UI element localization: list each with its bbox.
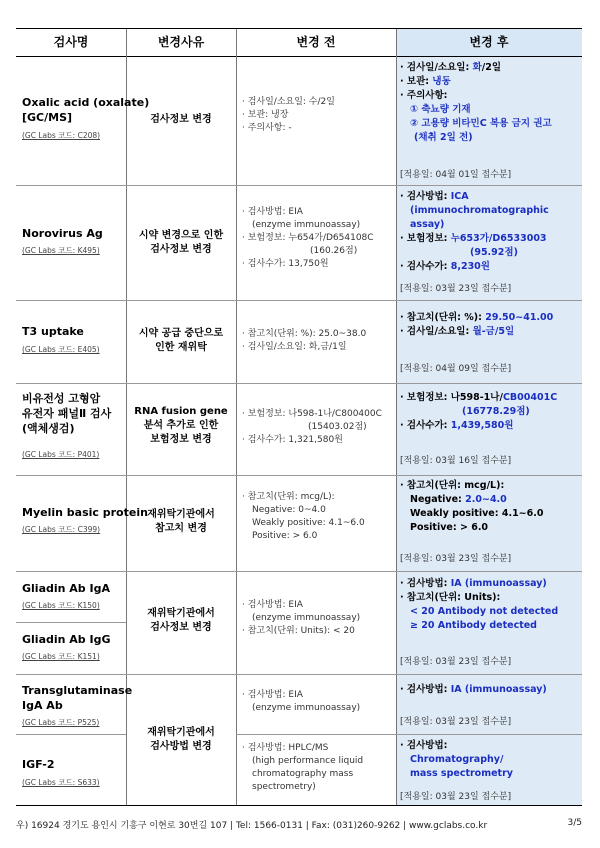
test-code: (GC Labs 코드: P401) — [22, 450, 100, 459]
row-divider — [16, 674, 582, 675]
test-code: (GC Labs 코드: P525) — [22, 718, 100, 727]
change-reason: 검사정보 변경 — [150, 114, 212, 125]
page-footer — [16, 818, 582, 831]
page-number: 3/5 — [567, 818, 582, 828]
header-before: 변경 전 — [296, 35, 336, 49]
apply-date: [적용일: 03월 23일 접수분] — [400, 284, 512, 294]
test-code: (GC Labs 코드: S633) — [22, 778, 100, 787]
before-info: · 보험정보: 나598-1나/C800400C (15403.02점) · 검사수가: 1,321,580원 — [242, 409, 382, 445]
after-info: · 검사일/소요일: 화/2일 · 보관: 냉동 · 주의사항: ① 축뇨량 기재 ② 고용량 비타민C 복용 금지 권고 (채취 2일 전) — [400, 62, 552, 143]
test-name-oxalic: Oxalic acid (oxalate) [GC/MS] — [22, 96, 150, 124]
apply-date: [적용일: 03월 16일 접수분] — [400, 456, 512, 466]
after-info: · 검사방법: Chromatography/ mass spectrometry — [400, 740, 513, 779]
apply-date: [적용일: 03월 23일 접수분] — [400, 554, 512, 564]
change-reason: 시약 공급 중단으로 인한 재위탁 — [138, 328, 224, 353]
row-divider — [16, 571, 582, 572]
row-divider — [16, 185, 582, 186]
test-name-igf2: IGF-2 — [22, 758, 55, 771]
after-info: · 검사방법: IA (immunoassay) — [400, 684, 547, 695]
test-code: (GC Labs 코드: C399) — [22, 525, 101, 534]
before-info: · 참고치(단위: mcg/L): Negative: 0~4.0 Weakly positive: 4.1~6.0 Positive: > 6.0 — [242, 492, 365, 541]
before-info: · 참고치(단위: %): 25.0~38.0 · 검사일/소요일: 화,금/1일 — [242, 329, 367, 352]
row-divider — [16, 622, 126, 623]
apply-date: [적용일: 03월 23일 접수분] — [400, 717, 512, 727]
before-info: · 검사방법: EIA (enzyme immunoassay) · 보험정보: 누654가/D654108C (160.26점) · 검사수가: 13,750원 — [242, 207, 374, 269]
test-code: (GC Labs 코드: E405) — [22, 345, 100, 354]
test-name-t3: T3 uptake — [22, 325, 84, 338]
change-reason: 재위탁기관에서 검사방법 변경 — [147, 727, 215, 752]
change-reason: 시약 변경으로 인한 검사정보 변경 — [138, 230, 224, 255]
header-test-name: 검사명 — [53, 35, 89, 49]
table-header — [16, 29, 582, 57]
row-divider — [16, 475, 582, 476]
test-name-myelin: Myelin basic protein — [22, 506, 148, 519]
column-divider — [236, 29, 237, 805]
after-info: · 참고치(단위: %): 29.50~41.00 · 검사일/소요일: 월-금/5일 — [400, 312, 554, 337]
test-code: (GC Labs 코드: K151) — [22, 652, 100, 661]
change-reason: 재위탁기관에서 참고치 변경 — [147, 509, 215, 534]
test-name-gliadin-igg: Gliadin Ab IgG — [22, 633, 111, 646]
apply-date: [적용일: 04월 01일 접수분] — [400, 170, 512, 180]
header-after: 변경 후 — [396, 29, 582, 56]
test-code: (GC Labs 코드: K495) — [22, 246, 100, 255]
row-divider — [16, 300, 582, 301]
apply-date: [적용일: 03월 23일 접수분] — [400, 792, 512, 802]
change-table — [16, 28, 582, 806]
before-info: · 검사방법: EIA (enzyme immunoassay) · 참고치(단위: Units): < 20 — [242, 600, 361, 636]
before-info: · 검사방법: EIA (enzyme immunoassay) — [242, 690, 361, 713]
test-name-transglutaminase: Transglutaminase IgA Ab — [22, 684, 133, 712]
test-code: (GC Labs 코드: K150) — [22, 601, 100, 610]
after-info: · 보험정보: 나598-1나/CB00401C (16778.29점) · 검사수가: 1,439,580원 — [400, 392, 558, 431]
footer-address: 우) 16924 경기도 용인시 기흥구 이현로 30번길 107 | Tel: 1566-0131 | Fax: (031)260-9262 | www.gclabs.co.kr — [16, 821, 488, 831]
row-divider — [16, 383, 582, 384]
test-code: (GC Labs 코드: C208) — [22, 131, 101, 140]
before-info: · 검사방법: HPLC/MS (high performance liquid chromatography mass spectrometry) — [242, 743, 364, 792]
after-info: · 참고치(단위: mcg/L): Negative: 2.0~4.0 Weakly positive: 4.1~6.0 Positive: > 6.0 — [400, 480, 544, 533]
row-divider — [236, 734, 582, 735]
change-reason: 재위탁기관에서 검사정보 변경 — [147, 608, 215, 633]
column-divider — [396, 29, 397, 805]
change-reason: RNA fusion gene 분석 추가로 인한 보험정보 변경 — [134, 406, 228, 445]
test-name-norovirus: Norovirus Ag — [22, 227, 103, 240]
header-reason: 변경사유 — [157, 35, 205, 49]
after-info: · 검사방법: ICA (immunochromatographic assay) · 보험정보: 누653가/D6533003 (95.92점) · 검사수가: 8,230원 — [400, 191, 549, 272]
test-name-gliadin-iga: Gliadin Ab IgA — [22, 582, 110, 595]
row-divider — [16, 734, 126, 735]
after-info: · 검사방법: IA (immunoassay) · 참고치(단위: Units): < 20 Antibody not detected ≥ 20 Antibody detected — [400, 578, 559, 631]
apply-date: [적용일: 04월 09일 접수분] — [400, 364, 512, 374]
apply-date: [적용일: 03월 23일 접수분] — [400, 657, 512, 667]
test-name-panel: 비유전성 고형암 유전자 패널Ⅱ 검사 (액체생검) — [22, 392, 112, 435]
before-info: · 검사일/소요일: 수/2일 · 보관: 냉장 · 주의사항: - — [242, 97, 335, 133]
